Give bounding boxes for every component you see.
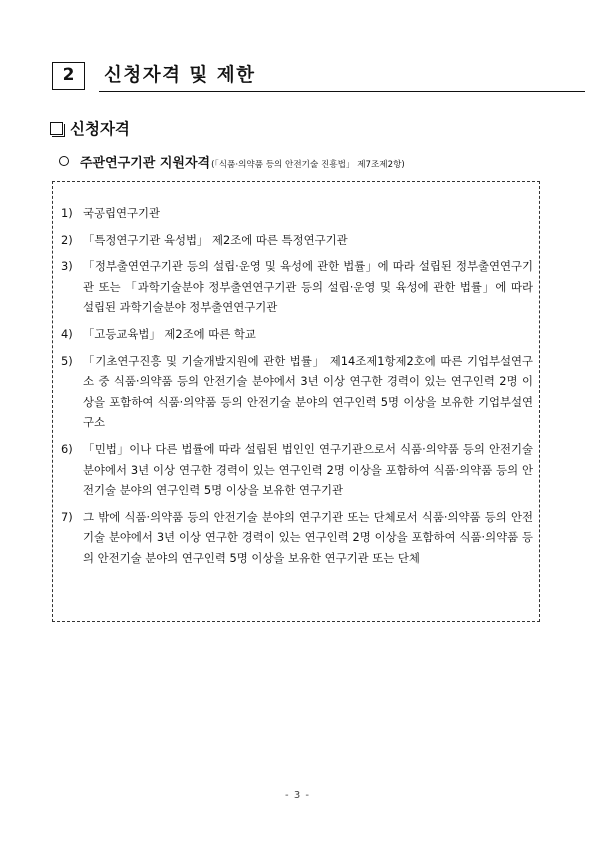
section-header [52, 59, 530, 95]
list-item [61, 507, 533, 569]
list-item [61, 203, 533, 224]
section-underline [99, 91, 585, 92]
list-item [61, 351, 533, 433]
eligibility-box [52, 181, 540, 622]
eligibility-list [61, 203, 533, 575]
item-number: 4) [61, 326, 73, 341]
item-text: 「특정연구기관 육성법」 제2조에 따른 특정연구기관 [83, 232, 348, 247]
bullet-reference: (「식품·의약품 등의 안전기술 진흥법」 제7조제2항) [211, 160, 405, 170]
item-text: 그 밖에 식품·의약품 등의 안전기술 분야의 연구기관 또는 단체로서 식품·의약품 등의 안전기술 분야에서 3년 이상 연구한 경력이 있는 연구인력 2명 이상을 포함하여 식품·의약품 등의 안전기술 분야의 연구인력 5명 이상을 보유한 연구기관 또는 단체 [83, 509, 533, 565]
subheading [50, 117, 130, 139]
section-number: 2 [52, 62, 85, 90]
item-text: 「정부출연연구기관 등의 설립·운영 및 육성에 관한 법률」에 따라 설립된 정부출연연구기관 또는 「과학기술분야 정부출연연구기관 등의 설립·운영 및 육성에 관한 법률」에 따라 설립된 과학기술분야 정부출연연구기관 [83, 259, 533, 315]
item-number: 7) [61, 509, 73, 524]
bullet-heading [59, 152, 405, 171]
item-text: 국공립연구기관 [83, 206, 161, 220]
item-number: 2) [61, 232, 73, 247]
list-item [61, 439, 533, 501]
list-item [61, 230, 533, 251]
page-number: - 3 - [285, 790, 310, 801]
item-number: 6) [61, 441, 73, 456]
item-number: 1) [61, 206, 73, 220]
bullet-title: 주관연구기관 지원자격 [80, 156, 211, 171]
item-text: 「고등교육법」 제2조에 따른 학교 [83, 326, 256, 341]
item-number: 5) [61, 353, 73, 368]
subheading-text: 신청자격 [70, 120, 130, 138]
section-title: 신청자격 및 제한 [104, 65, 256, 86]
list-item [61, 256, 533, 318]
item-text: 「기초연구진흥 및 기술개발지원에 관한 법률」 제14조제1항제2호에 따른 기업부설연구소 중 식품·의약품 등의 안전기술 분야에서 3년 이상 연구한 경력이 있는 연구인력 2명 이상을 포함하여 식품·의약품 등의 안전기술 분야의 연구인력 5명 이상을 보유한 기업부설연구소 [83, 353, 533, 430]
list-item [61, 324, 533, 345]
item-text: 「민법」이나 다른 법률에 따라 설립된 법인인 연구기관으로서 식품·의약품 등의 안전기술 분야에서 3년 이상 연구한 경력이 있는 연구인력 2명 이상을 포함하여 식품·의약품 등의 안전기술 분야의 연구인력 5명 이상을 보유한 연구기관 [83, 441, 533, 498]
checkbox-square-icon [50, 122, 63, 135]
circle-bullet-icon [59, 156, 69, 166]
item-number: 3) [61, 259, 73, 274]
